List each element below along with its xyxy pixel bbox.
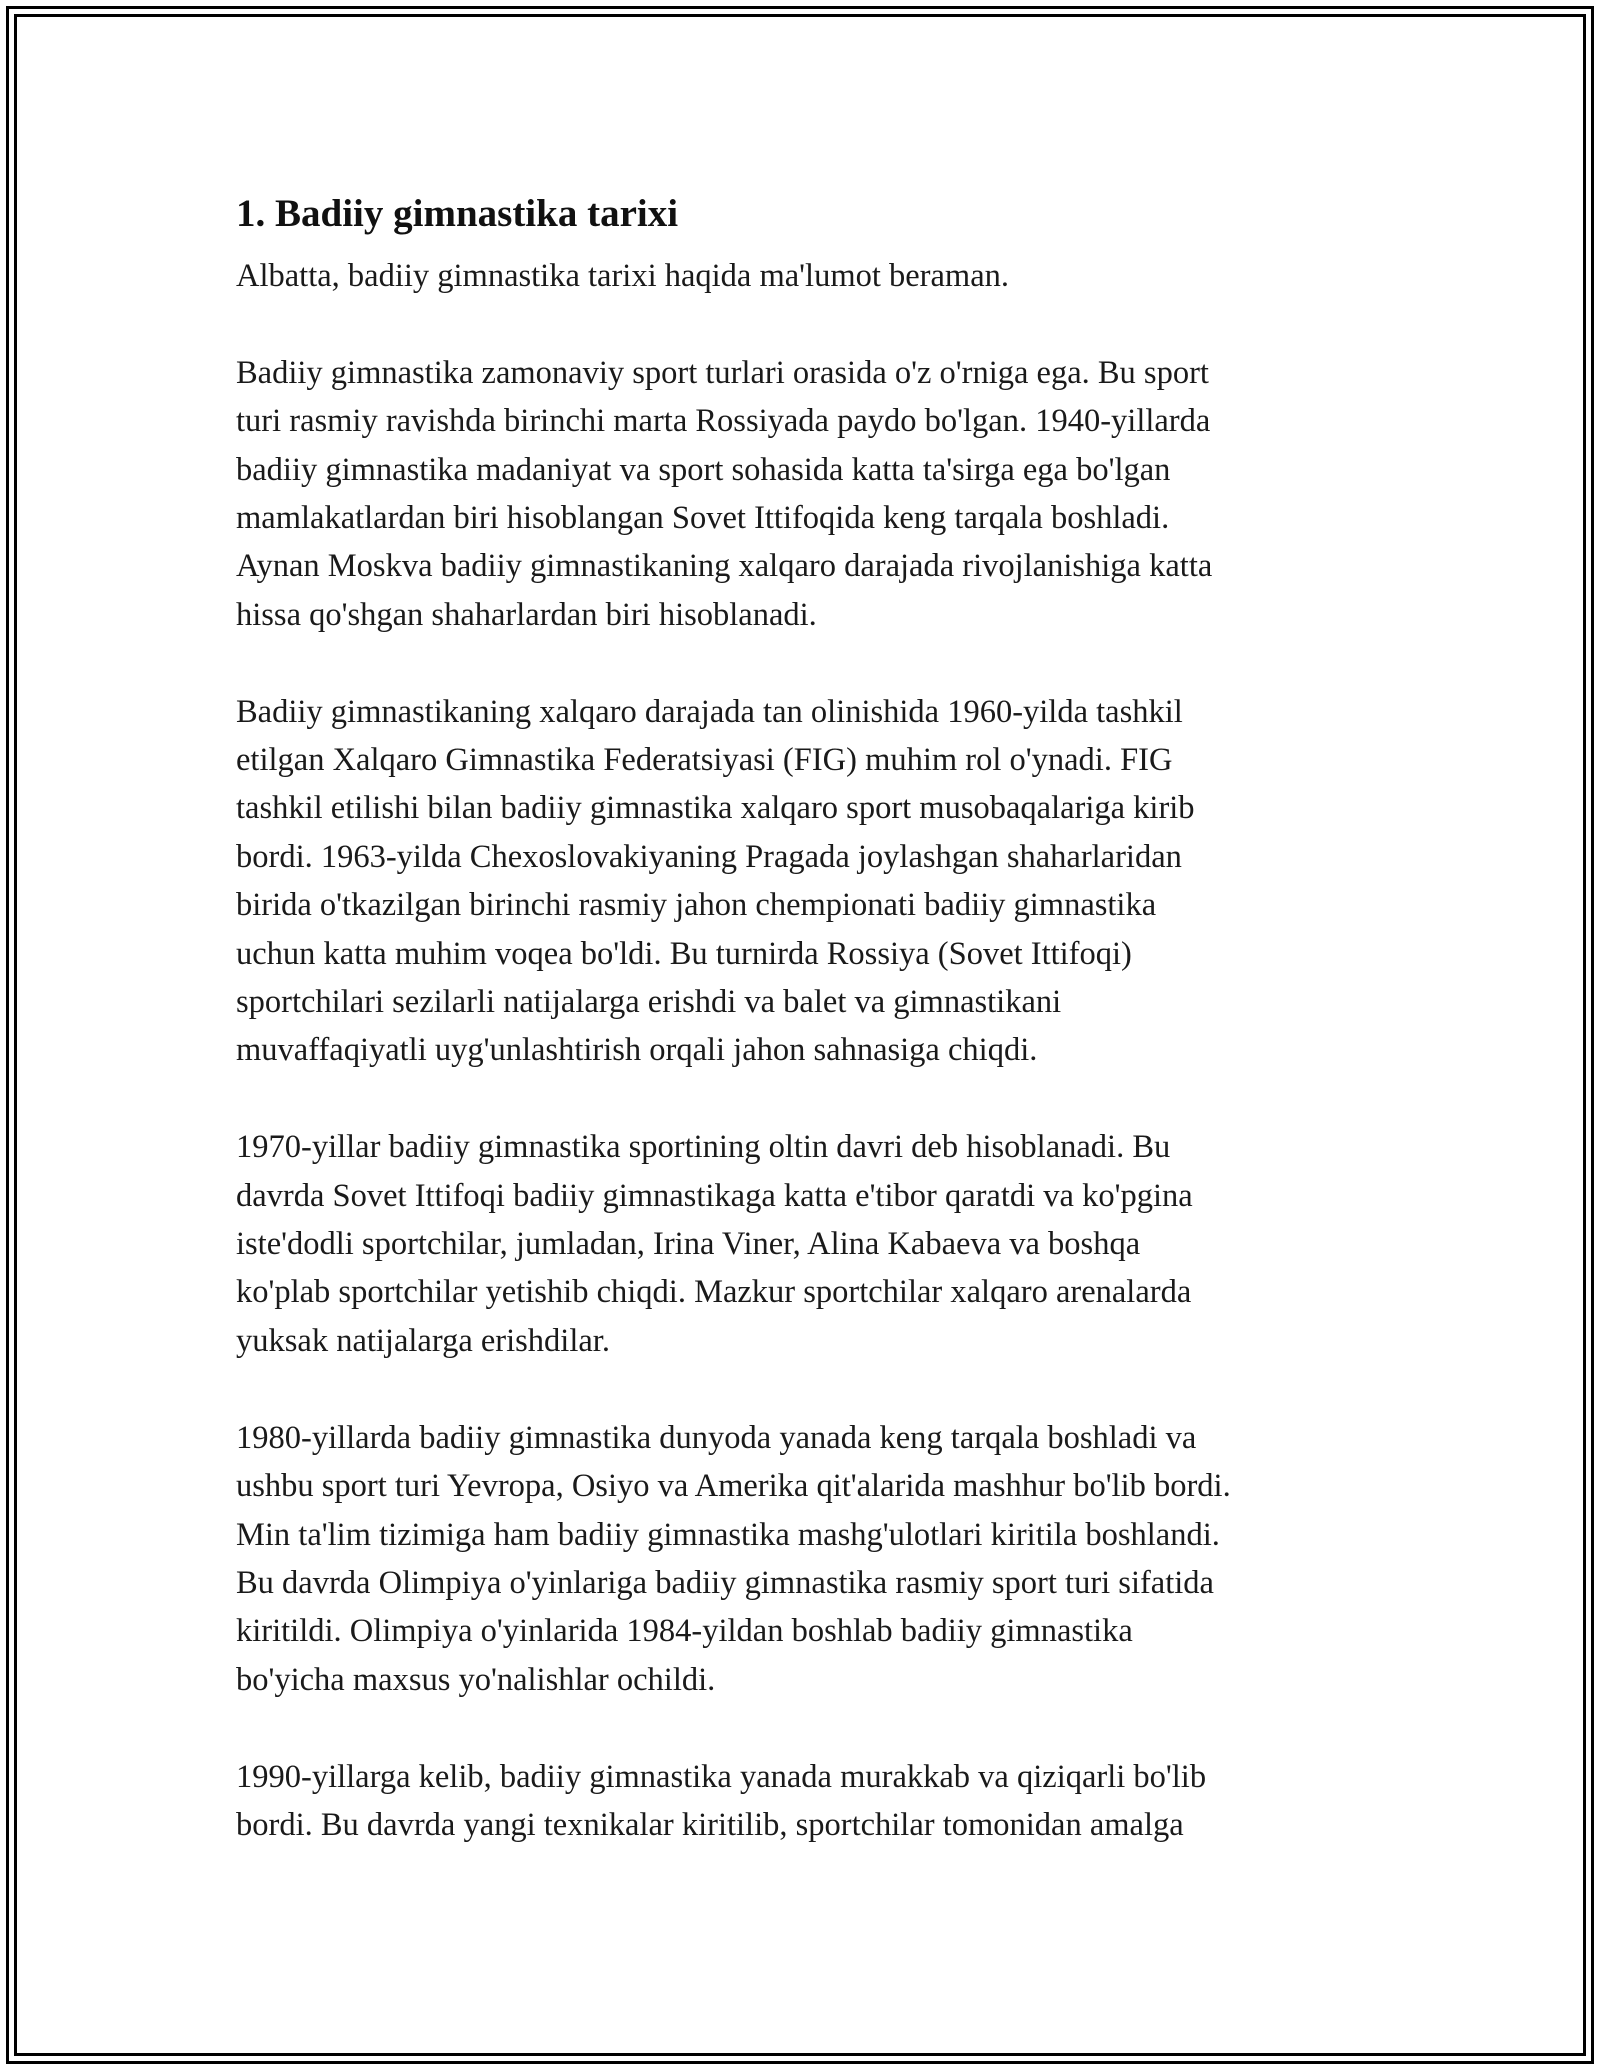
paragraph-1980s bbox=[236, 1414, 1386, 1704]
paragraph-1970s bbox=[236, 1123, 1386, 1365]
paragraph-line: badiiy gimnastika madaniyat va sport sohasida katta ta'sirga ega bo'lgan bbox=[236, 451, 1171, 488]
paragraph-line: iste'dodli sportchilar, jumladan, Irina Viner, Alina Kabaeva va boshqa bbox=[236, 1226, 1141, 1263]
paragraph-line: etilgan Xalqaro Gimnastika Federatsiyasi (FIG) muhim rol o'ynadi. FIG bbox=[236, 742, 1173, 779]
paragraph-line: bordi. Bu davrda yangi texnikalar kiritilib, sportchilar tomonidan amalga bbox=[236, 1806, 1184, 1843]
paragraph-line: uchun katta muhim voqea bo'ldi. Bu turnirda Rossiya (Sovet Ittifoqi) bbox=[236, 935, 1132, 972]
paragraph-line: bordi. 1963-yilda Chexoslovakiyaning Pragada joylashgan shaharlaridan bbox=[236, 838, 1182, 875]
paragraph-line: tashkil etilishi bilan badiiy gimnastika xalqaro sport musobaqalariga kirib bbox=[236, 790, 1195, 827]
paragraph-1990s bbox=[236, 1753, 1386, 1850]
paragraph-line: birida o'tkazilgan birinchi rasmiy jahon chempionati badiiy gimnastika bbox=[236, 887, 1157, 924]
paragraph-line: ushbu sport turi Yevropa, Osiyo va Amerika qit'alarida mashhur bo'lib bordi. bbox=[236, 1468, 1231, 1505]
paragraph-line: bo'yicha maxsus yo'nalishlar ochildi. bbox=[236, 1661, 716, 1698]
paragraph-origins bbox=[236, 349, 1386, 639]
paragraph-line: Min ta'lim tizimiga ham badiiy gimnastika mashg'ulotlari kiritila boshlandi. bbox=[236, 1516, 1220, 1553]
paragraph-line: Bu davrda Olimpiya o'yinlariga badiiy gimnastika rasmiy sport turi sifatida bbox=[236, 1564, 1214, 1601]
paragraph-line: ko'plab sportchilar yetishib chiqdi. Mazkur sportchilar xalqaro arenalarda bbox=[236, 1274, 1192, 1311]
paragraph-intro bbox=[236, 252, 1386, 300]
paragraph-line: Badiiy gimnastikaning xalqaro darajada tan olinishida 1960-yilda tashkil bbox=[236, 693, 1183, 730]
document-body bbox=[236, 186, 1386, 1898]
section-heading: 1. Badiiy gimnastika tarixi bbox=[236, 192, 679, 235]
paragraph-line: 1970-yillar badiiy gimnastika sportining oltin davri deb hisoblanadi. Bu bbox=[236, 1129, 1171, 1166]
paragraph-line: davrda Sovet Ittifoqi badiiy gimnastikaga katta e'tibor qaratdi va ko'pgina bbox=[236, 1177, 1193, 1214]
paragraph-line: hissa qo'shgan shaharlardan biri hisoblanadi. bbox=[236, 596, 817, 633]
paragraph-line: yuksak natijalarga erishdilar. bbox=[236, 1322, 610, 1359]
paragraph-line: muvaffaqiyatli uyg'unlashtirish orqali jahon sahnasiga chiqdi. bbox=[236, 1032, 1038, 1069]
paragraph-line: turi rasmiy ravishda birinchi marta Rossiyada paydo bo'lgan. 1940-yillarda bbox=[236, 403, 1211, 440]
paragraph-line: sportchilari sezilarli natijalarga erishdi va balet va gimnastikani bbox=[236, 984, 1062, 1021]
paragraph-line: Badiiy gimnastika zamonaviy sport turlari orasida o'z o'rniga ega. Bu sport bbox=[236, 354, 1209, 391]
paragraph-international bbox=[236, 688, 1386, 1075]
paragraph-line: Aynan Moskva badiiy gimnastikaning xalqaro darajada rivojlanishiga katta bbox=[236, 548, 1213, 585]
paragraph-list bbox=[236, 252, 1386, 1849]
paragraph-line: 1980-yillarda badiiy gimnastika dunyoda yanada keng tarqala boshladi va bbox=[236, 1419, 1197, 1456]
paragraph-line: mamlakatlardan biri hisoblangan Sovet Ittifoqida keng tarqala boshladi. bbox=[236, 500, 1170, 537]
paragraph-line: kiritildi. Olimpiya o'yinlarida 1984-yildan boshlab badiiy gimnastika bbox=[236, 1613, 1133, 1650]
paragraph-line: Albatta, badiiy gimnastika tarixi haqida ma'lumot beraman. bbox=[236, 258, 1010, 294]
paragraph-line: 1990-yillarga kelib, badiiy gimnastika yanada murakkab va qiziqarli bo'lib bbox=[236, 1758, 1207, 1795]
